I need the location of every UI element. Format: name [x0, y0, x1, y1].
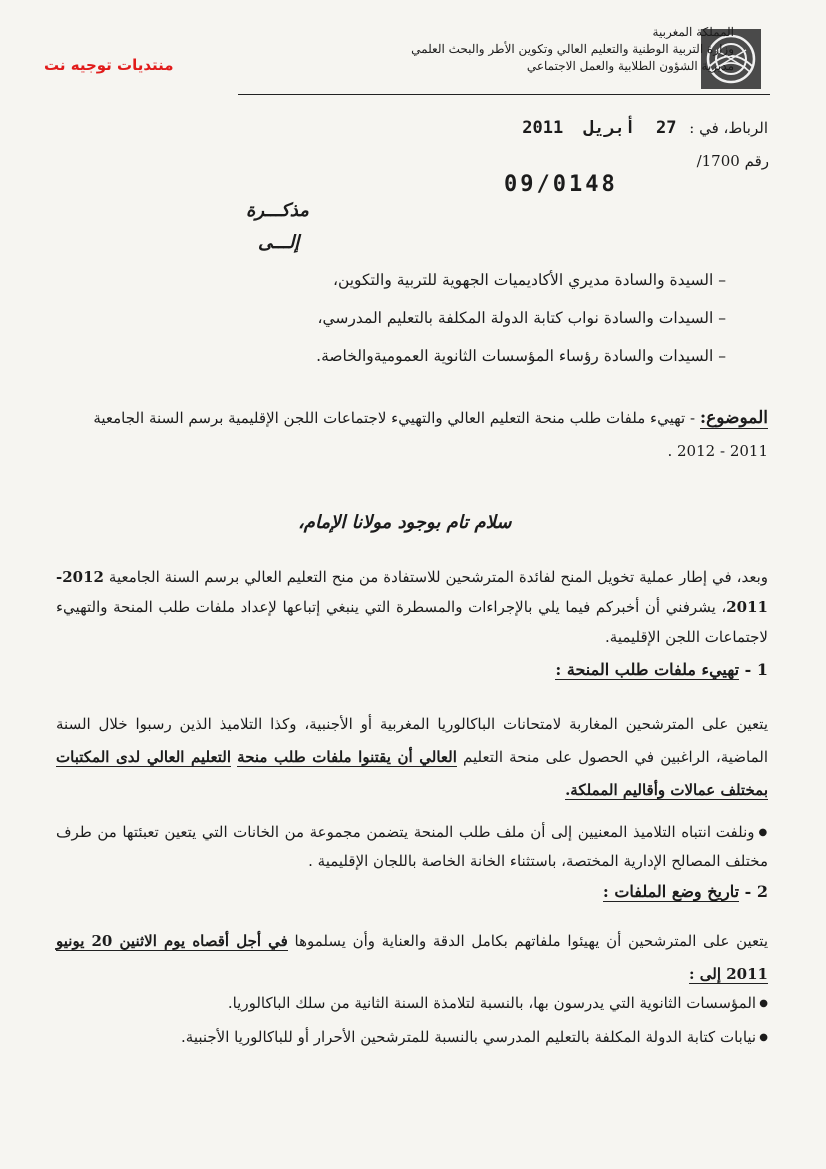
section-2-number: 2 - [744, 882, 768, 901]
letterhead-kingdom: المملكة المغربية [652, 25, 734, 39]
letterhead-directorate: مديرية الشؤون الطلابية والعمل الاجتماعي [526, 59, 734, 73]
section-1-text-a: يتعين على المترشحين المغاربة لامتحانات الباكالوريا المغربية أو الأجنبية، وكذا التلاميذ الذين رسبوا خلال السنة الماضية، الراغبين في الحصول على منحة التعليم [56, 715, 768, 766]
recipients-list [316, 268, 726, 382]
date-month: أبريل [584, 118, 636, 138]
date-year: 2011 [522, 118, 564, 138]
recipient-item: – السيدة والسادة مديري الأكاديميات الجهوية للتربية والتكوين، [316, 268, 726, 306]
intro-text-a: وبعد، في إطار عملية تخويل المنح لفائدة المترشحين للاستفادة من منح التعليم العالي برسم السنة الجامعية [103, 568, 768, 586]
section-1-text-c: التعليم العالي لدى المكتبات بمختلف عمالات وأقاليم المملكة. [56, 748, 768, 799]
intro-years: 2012-2011 [56, 568, 768, 616]
intro-text-b: ، يشرفني أن أخبركم فيما يلي بالإجراءات والمسطرة التي ينبغي إتباعها لإعداد ملفات طلب المنحة والتهييء لاجتماعات اللجن الإقليمية. [56, 598, 768, 646]
recipient-item: – السيدات والسادة نواب كتابة الدولة المكلفة بالتعليم المدرسي، [316, 306, 726, 344]
section-1-number: 1 - [744, 660, 768, 679]
section-2-title: تاريخ وضع الملفات : [602, 882, 740, 901]
reference-number: رقم 1700/ [696, 152, 769, 170]
section-2-heading [603, 882, 768, 901]
subject-label: الموضوع: [699, 408, 768, 428]
list-item: ● المؤسسات الثانوية التي يدرسون بها، بالنسبة لتلامذة السنة الثانية من سلك الباكالوريا. [56, 990, 768, 1024]
date-day: 27 [655, 118, 677, 138]
letterhead-divider [238, 94, 770, 95]
section-2-paragraph [56, 925, 768, 991]
place-label: الرباط، في : [689, 119, 768, 137]
to-label: إلـــى [258, 232, 300, 253]
section-2-deadline: في أجل أقصاه يوم الاثنين 20 يونيو 2011 إلى : [56, 932, 768, 983]
list-item: ● نيابات كتابة الدولة المكلفة بالتعليم المدرسي بالنسبة للمترشحين الأحرار أو للباكالوريا الأجنبية. [56, 1024, 768, 1058]
greeting: سلام تام بوجود مولانا الإمام، [298, 512, 512, 533]
subject-text: - تهييء ملفات طلب منحة التعليم العالي والتهييء لاجتماعات اللجن الإقليمية برسم السنة الجامعية 2011 - 2012 . [93, 409, 768, 460]
letterhead-ministry: وزارة التربية الوطنية والتعليم العالي وتكوين الأطر والبحث العلمي [411, 42, 734, 56]
section-1-paragraph [56, 708, 768, 807]
stamp-number: 09/0148 [504, 172, 618, 197]
section-1-heading [555, 660, 768, 679]
section-2-text-a: يتعين على المترشحين أن يهيئوا ملفاتهم بكامل الدقة والعناية وأن يسلموها [287, 932, 768, 950]
submission-places-list [56, 990, 768, 1058]
watermark-text: منتديات توجيه نت [44, 56, 174, 74]
memo-title: مذكـــرة [246, 200, 309, 221]
section-1-note: ● ونلفت انتباه التلاميذ المعنيين إلى أن ملف طلب المنحة يتضمن مجموعة من الخانات التي يتعين تعبئتها من طرف مختلف المصالح الإدارية المختصة، باستثناء الخانة الخاصة باللجان الإقليمية . [56, 818, 768, 875]
section-1-text-b: العالي أن يقتنوا ملفات طلب منحة [237, 748, 457, 766]
letterhead [411, 24, 734, 75]
section-1-title: تهييء ملفات طلب المنحة : [555, 660, 740, 679]
subject-line [58, 402, 768, 468]
place-date [514, 118, 768, 138]
recipient-item: – السيدات والسادة رؤساء المؤسسات الثانوية العموميةوالخاصة. [316, 344, 726, 382]
intro-paragraph [56, 562, 768, 652]
